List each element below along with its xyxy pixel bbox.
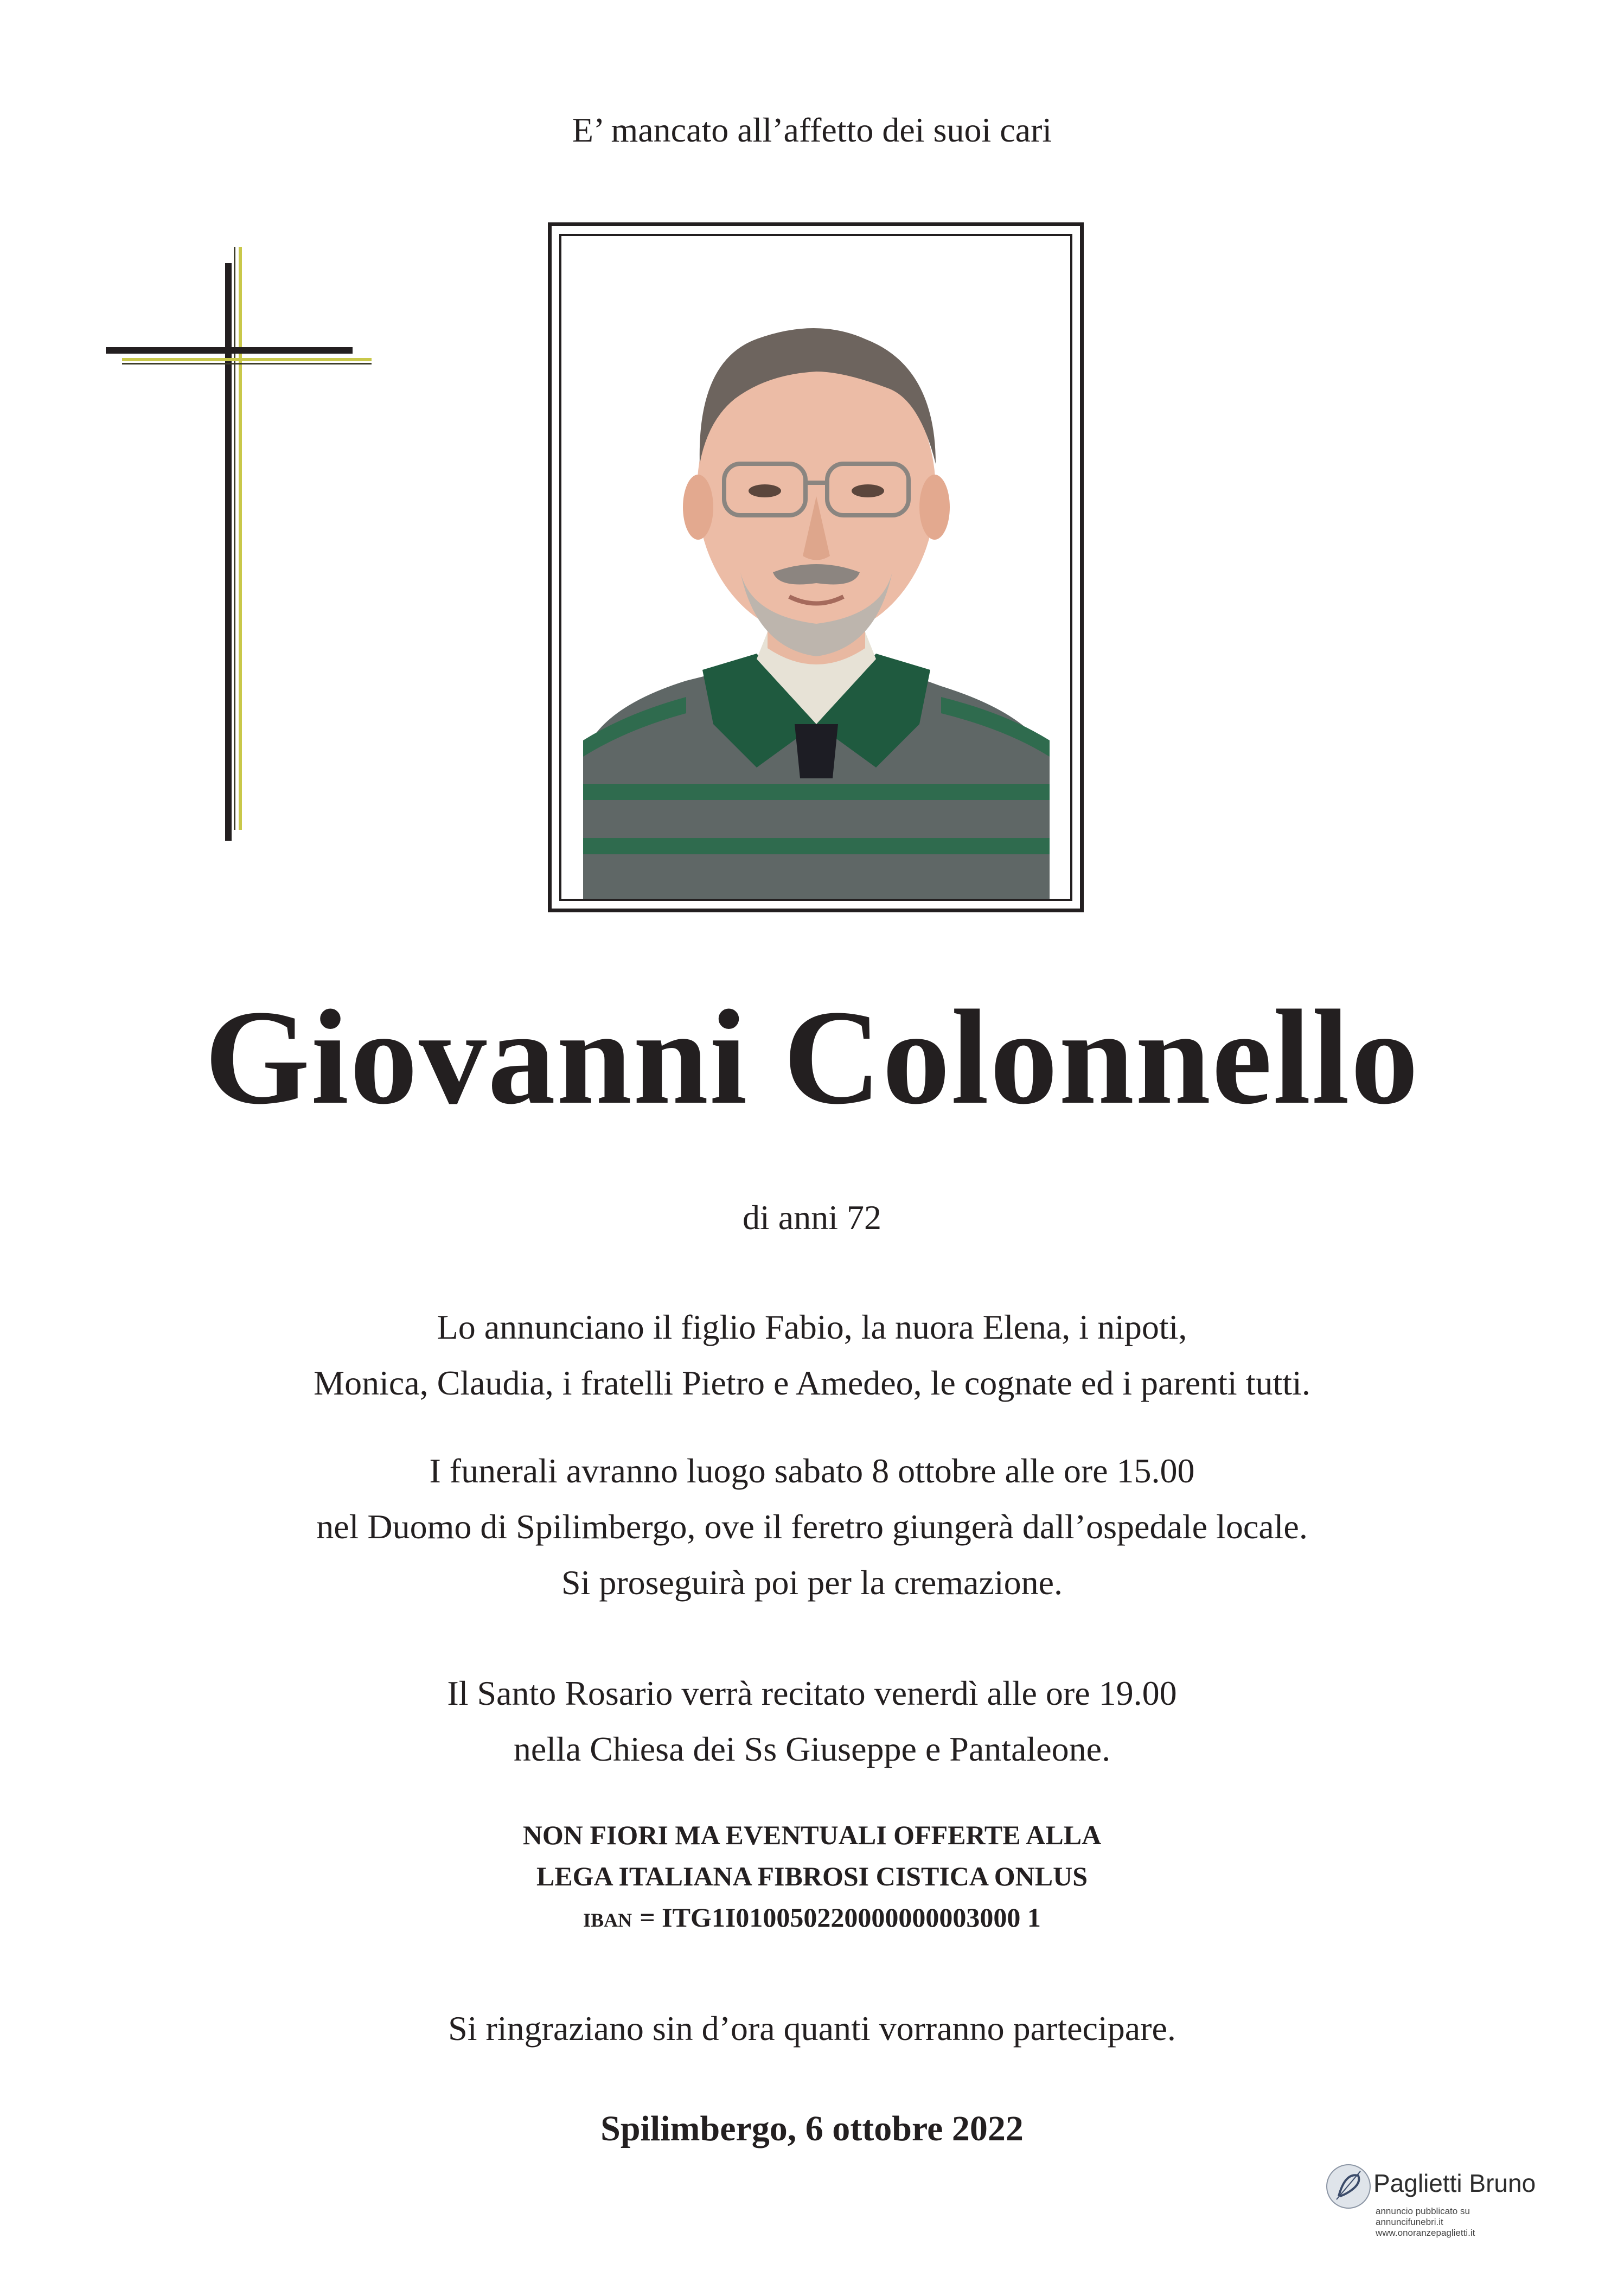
donation-request: [0, 1814, 1624, 1897]
logo-mark-icon: [1324, 2161, 1373, 2211]
cross-icon: [106, 241, 372, 841]
donation-line: NON FIORI MA EVENTUALI OFFERTE ALLA: [522, 1820, 1102, 1850]
iban-line: [0, 1897, 1624, 1941]
logo-website: www.onoranzepaglietti.it: [1376, 2228, 1475, 2238]
thanks-text: Si ringraziano sin d’ora quanti vorranno partecipare.: [448, 2009, 1176, 2048]
logo-line: annuncio pubblicato su: [1376, 2206, 1470, 2216]
age-line: di anni 72: [743, 1198, 881, 1237]
donation-line: LEGA ITALIANA FIBROSI CISTICA ONLUS: [536, 1861, 1088, 1891]
funeral-home-logo: [1324, 2156, 1551, 2248]
funeral-paragraph: [0, 1443, 1624, 1610]
rosary-line: nella Chiesa dei Ss Giuseppe e Pantaleone.: [513, 1730, 1111, 1768]
announcement-paragraph: [0, 1299, 1624, 1411]
rosary-line: Il Santo Rosario verrà recitato venerdì alle ore 19.00: [447, 1674, 1177, 1712]
place-date: Spilimbergo, 6 ottobre 2022: [600, 2109, 1024, 2148]
funeral-line: I funerali avranno luogo sabato 8 ottobre alle ore 15.00: [429, 1451, 1195, 1490]
iban-value: = ITG1I010050220000000003000 1: [640, 1902, 1041, 1933]
logo-name: Paglietti Bruno: [1373, 2169, 1536, 2197]
logo-line: annuncifunebri.it: [1376, 2217, 1443, 2227]
funeral-line: nel Duomo di Spilimbergo, ove il feretro giungerà dall’ospedale locale.: [316, 1507, 1308, 1546]
announcement-line: Lo annunciano il figlio Fabio, la nuora Elena, i nipoti,: [437, 1308, 1187, 1346]
photo-frame: [548, 222, 1084, 912]
intro-text: E’ mancato all’affetto dei suoi cari: [572, 111, 1052, 149]
portrait-photo: [559, 234, 1072, 901]
deceased-name: Giovanni Colonnello: [204, 982, 1420, 1133]
funeral-line: Si proseguirà poi per la cremazione.: [561, 1563, 1063, 1602]
rosary-paragraph: [0, 1665, 1624, 1777]
announcement-line: Monica, Claudia, i fratelli Pietro e Amedeo, le cognate ed i parenti tutti.: [314, 1364, 1310, 1402]
iban-label: IBAN: [583, 1909, 632, 1931]
